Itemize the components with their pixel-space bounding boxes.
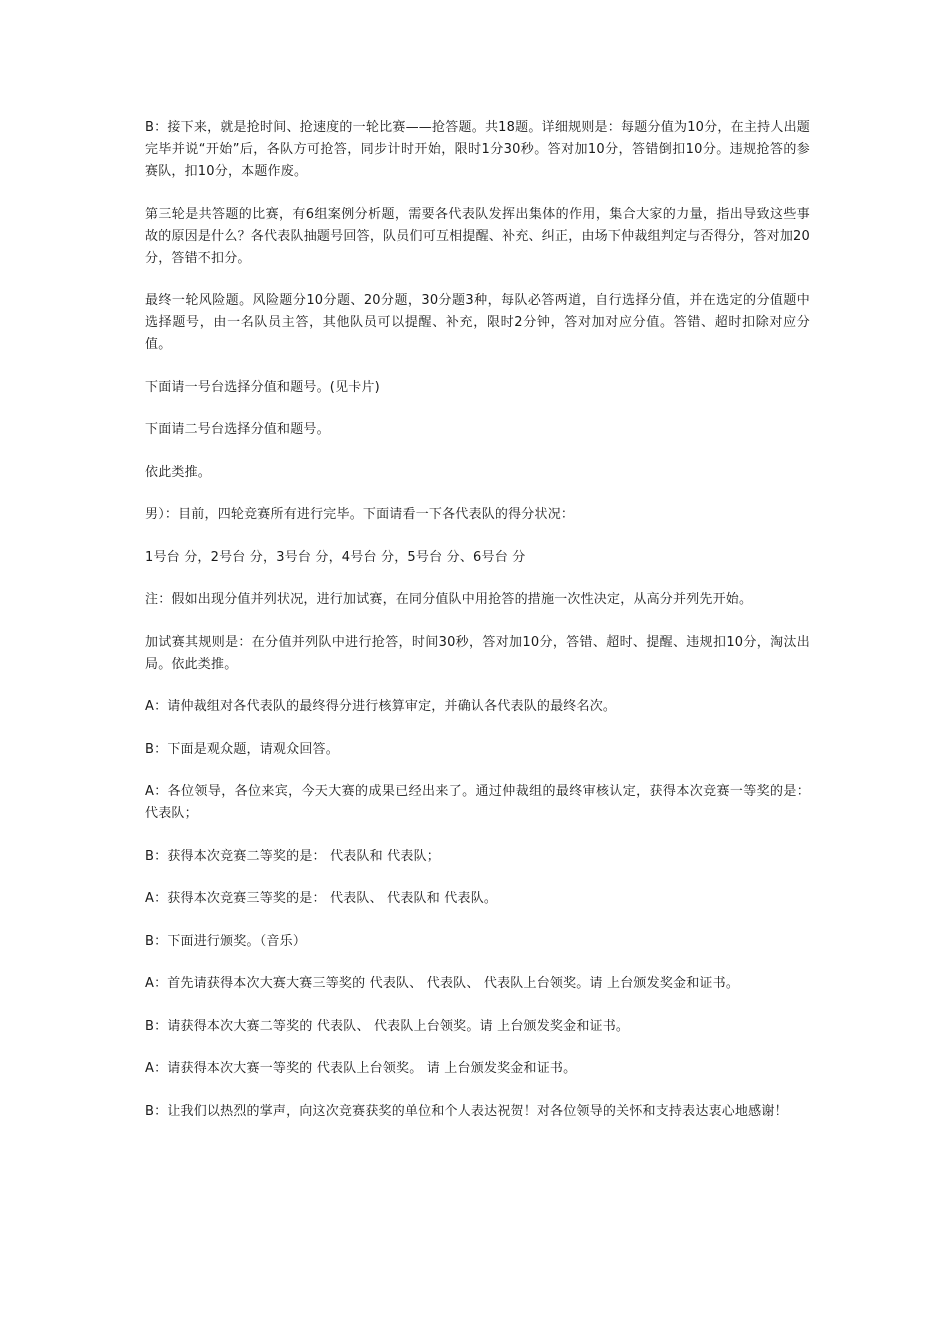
paragraph-table-two: 下面请二号台选择分值和题号。: [145, 422, 330, 437]
paragraph-audience-question: B：下面是观众题，请观众回答。: [145, 741, 339, 757]
paragraph-rounds-complete: 男）：目前，四轮竞赛所有进行完毕。下面请看一下各代表队的得分状况：: [145, 507, 575, 522]
paragraph-tiebreak-rules: 加试赛其规则是：在分值并列队中进行抢答，时间30秒，答对加10分，答错、超时、提醒、违规扣10分，淘汰出局。依此类推。: [145, 634, 810, 672]
paragraph-tie-note: 注：假如出现分值并列状况，进行加试赛，在同分值队中用抢答的措施一次性决定，从高分并列先开始。: [145, 592, 753, 607]
paragraph-and-so-on: 依此类推。: [145, 464, 212, 480]
paragraph-first-prize-award: A：请获得本次大赛一等奖的 代表队上台领奖。 请 上台颁发奖金和证书。: [145, 1061, 577, 1076]
paragraph-second-prize-award: B：请获得本次大赛二等奖的 代表队、 代表队上台领奖。请 上台颁发奖金和证书。: [145, 1018, 630, 1034]
paragraph-scores: 1号台 分，2号台 分，3号台 分，4号台 分，5号台 分、6号台 分: [145, 549, 526, 565]
paragraph-round-three: 第三轮是共答题的比赛，有6组案例分析题，需要各代表队发挥出集体的作用，集合大家的力量，指出导致这些事故的原因是什么？各代表队抽题号回答，队员们可互相提醒、补充、纠正，由场下仲裁组判定与否得分，答对加20分，答错不扣分。: [145, 206, 810, 266]
paragraph-third-prize: A：获得本次竞赛三等奖的是： 代表队、 代表队和 代表队。: [145, 891, 498, 906]
paragraph-third-prize-award: A：首先请获得本次大赛大赛三等奖的 代表队、 代表队、 代表队上台领奖。请 上台颁发奖金和证书。: [145, 976, 740, 991]
paragraph-closing-thanks: B：让我们以热烈的掌声，向这次竞赛获奖的单位和个人表达祝贺！对各位领导的关怀和支持表达衷心地感谢！: [145, 1103, 788, 1119]
paragraph-table-one: 下面请一号台选择分值和题号。(见卡片): [145, 379, 380, 395]
paragraph-award-ceremony: B：下面进行颁奖。（音乐）: [145, 933, 307, 949]
paragraph-quick-answer-rules: B：接下来，就是抢时间、抢速度的一轮比赛——抢答题。共18题。详细规则是：每题分值为10分，在主持人出题完毕并说“开始”后，各队方可抢答，同步计时开始，限时1分30秒。答对加10分，答错倒扣10分。违规抢答的参赛队，扣10分，本题作废。: [145, 120, 810, 179]
paragraph-first-prize: A：各位领导，各位来宾，今天大赛的成果已经出来了。通过仲裁组的最终审核认定，获得本次竞赛一等奖的是： 代表队；: [145, 784, 810, 821]
paragraph-risk-round: 最终一轮风险题。风险题分10分题、20分题，30分题3种，每队必答两道，自行选择分值，并在选定的分值题中选择题号，由一名队员主答，其他队员可以提醒、补充，限时2分钟，答对加对应分值。答错、超时扣除对应分值。: [145, 293, 810, 352]
paragraph-second-prize: B：获得本次竞赛二等奖的是： 代表队和 代表队；: [145, 848, 440, 864]
paragraph-arbitration: A：请仲裁组对各代表队的最终得分进行核算审定，并确认各代表队的最终名次。: [145, 699, 617, 714]
document-body: [145, 117, 810, 1143]
